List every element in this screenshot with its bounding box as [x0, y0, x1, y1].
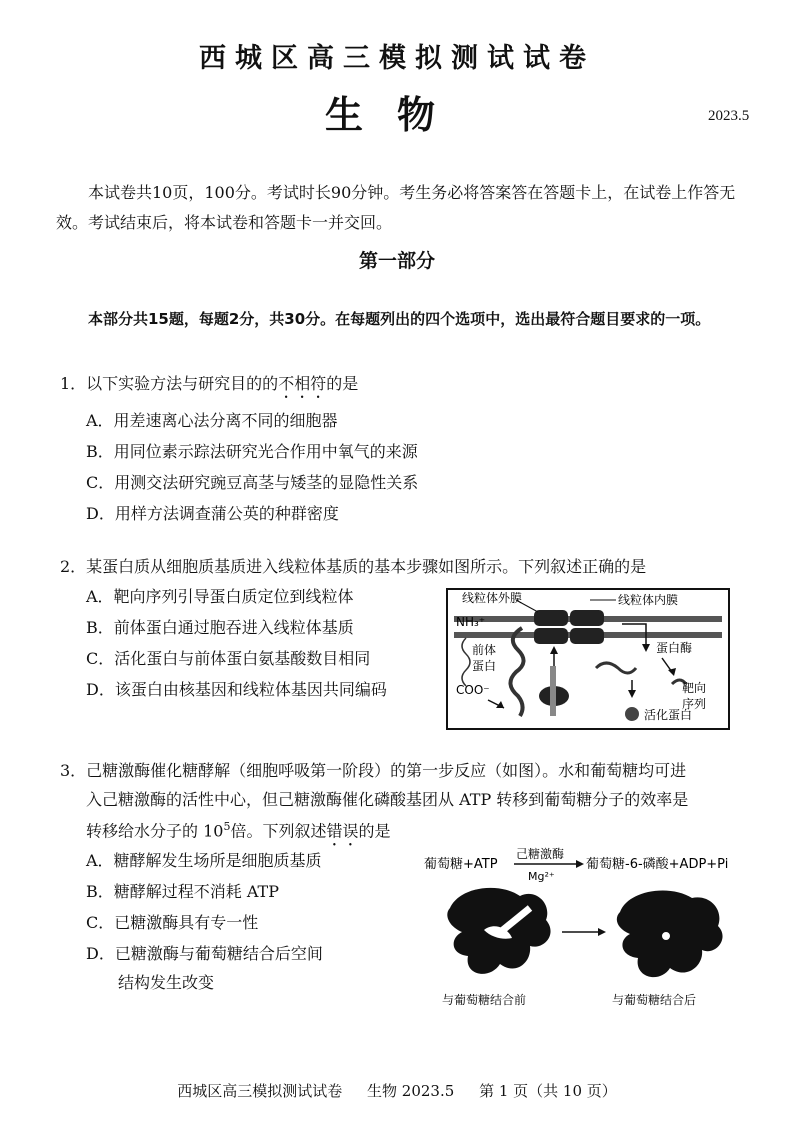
- question-3-stem-line3: [86, 816, 391, 849]
- question-3-stem-line2: 入己糖激酶的活性中心，但己糖激酶催化磷酸基团从 ATP 转移到葡萄糖分子的效率是: [86, 790, 689, 809]
- q1-option-a: A．用差速离心法分离不同的细胞器: [86, 411, 338, 430]
- q2-option-d: D．该蛋白由核基因和线粒体基因共同编码: [86, 680, 387, 699]
- q1-stem-emphasis: 不相符: [278, 374, 327, 393]
- reaction-cofactor: Mg²⁺: [528, 870, 555, 883]
- label-precursor-2: 蛋白: [472, 659, 497, 673]
- exam-date: 2023.5: [708, 108, 750, 124]
- label-coo: COO⁻: [456, 683, 490, 697]
- footer-subject-date: 生物 2023.5: [367, 1082, 455, 1100]
- label-outer-membrane: 线粒体外膜: [462, 591, 523, 605]
- q2-option-a: A．靶向序列引导蛋白质定位到线粒体: [86, 587, 354, 606]
- q3-option-d-cont: 结构发生改变: [118, 973, 215, 992]
- q3-line3-mid: 倍。下列叙述: [230, 821, 327, 841]
- reaction-products: 葡萄糖-6-磷酸+ADP+Pi: [586, 857, 729, 872]
- q3-line3-post: 的是: [358, 821, 391, 841]
- activated-protein-glyph: [625, 707, 639, 721]
- reaction-enzyme: 己糖激酶: [516, 847, 565, 861]
- footer-page: 第 1 页（共 10 页）: [479, 1082, 617, 1100]
- q1-option-b: B．用同位素示踪法研究光合作用中氧气的来源: [86, 442, 418, 461]
- q1-option-c: C．用测交法研究豌豆高茎与矮茎的显隐性关系: [86, 473, 419, 492]
- section-instruction: 本部分共15题，每题2分，共30分。在每题列出的四个选项中，选出最符合题目要求的一项。: [88, 310, 711, 328]
- label-protease: 蛋白酶: [656, 641, 693, 655]
- page-footer: [0, 1080, 794, 1101]
- reaction-reactants: 葡萄糖+ATP: [424, 857, 498, 872]
- label-before: 与葡萄糖结合前: [442, 993, 527, 1007]
- part-title: 第一部分: [358, 250, 435, 272]
- question-2-stem: 2．某蛋白质从细胞质基质进入线粒体基质的基本步骤如图所示。下列叙述正确的是: [60, 557, 647, 576]
- q2-option-b: B．前体蛋白通过胞吞进入线粒体基质: [86, 618, 354, 637]
- intro-paragraph: 本试卷共10页，100分。考试时长90分钟。考生务必将答案答在答题卡上，在试卷上作答无效。考试结束后，将本试卷和答题卡一并交回。: [56, 183, 736, 232]
- q3-option-d: D．已糖激酶与葡萄糖结合后空间: [86, 944, 323, 963]
- label-after: 与葡萄糖结合后: [612, 993, 697, 1007]
- exam-title: 西城区高三模拟测试试卷: [199, 43, 595, 74]
- label-inner-membrane: 线粒体内膜: [618, 593, 679, 607]
- q3-hexokinase-figure: [420, 838, 770, 1014]
- q3-option-b: B．糖酵解过程不消耗 ATP: [86, 882, 279, 901]
- q1-option-d: D．用样方法调查蒲公英的种群密度: [86, 504, 339, 523]
- q2-option-c: C．活化蛋白与前体蛋白氨基酸数目相同: [86, 649, 371, 668]
- label-targeting-2: 序列: [682, 697, 707, 711]
- q3-option-a: A．糖酵解发生场所是细胞质基质: [86, 851, 322, 870]
- q1-stem-pre: 1．以下实验方法与研究目的的: [60, 374, 279, 393]
- label-targeting-1: 靶向: [682, 681, 707, 695]
- q1-stem-post: 的是: [326, 374, 359, 393]
- q3-line3-sup: 5: [223, 820, 231, 833]
- q2-mitochondria-figure: [446, 588, 730, 730]
- subject-title: 生物: [324, 92, 469, 137]
- label-activated: 活化蛋白: [644, 708, 693, 722]
- q3-option-c: C．已糖激酶具有专一性: [86, 913, 259, 932]
- q3-line3-emphasis: 错误: [326, 821, 359, 841]
- label-nh3: NH₃⁺: [456, 615, 486, 629]
- bound-glucose-glyph: [661, 931, 671, 941]
- label-precursor-1: 前体: [472, 643, 497, 657]
- q3-line3-pre: 转移给水分子的 10: [86, 821, 224, 841]
- question-1-stem: [60, 373, 358, 402]
- footer-exam: 西城区高三模拟测试试卷: [177, 1082, 343, 1100]
- question-3-stem-line1: 3．己糖激酶催化糖酵解（细胞呼吸第一阶段）的第一步反应（如图）。水和葡萄糖均可进: [60, 761, 687, 780]
